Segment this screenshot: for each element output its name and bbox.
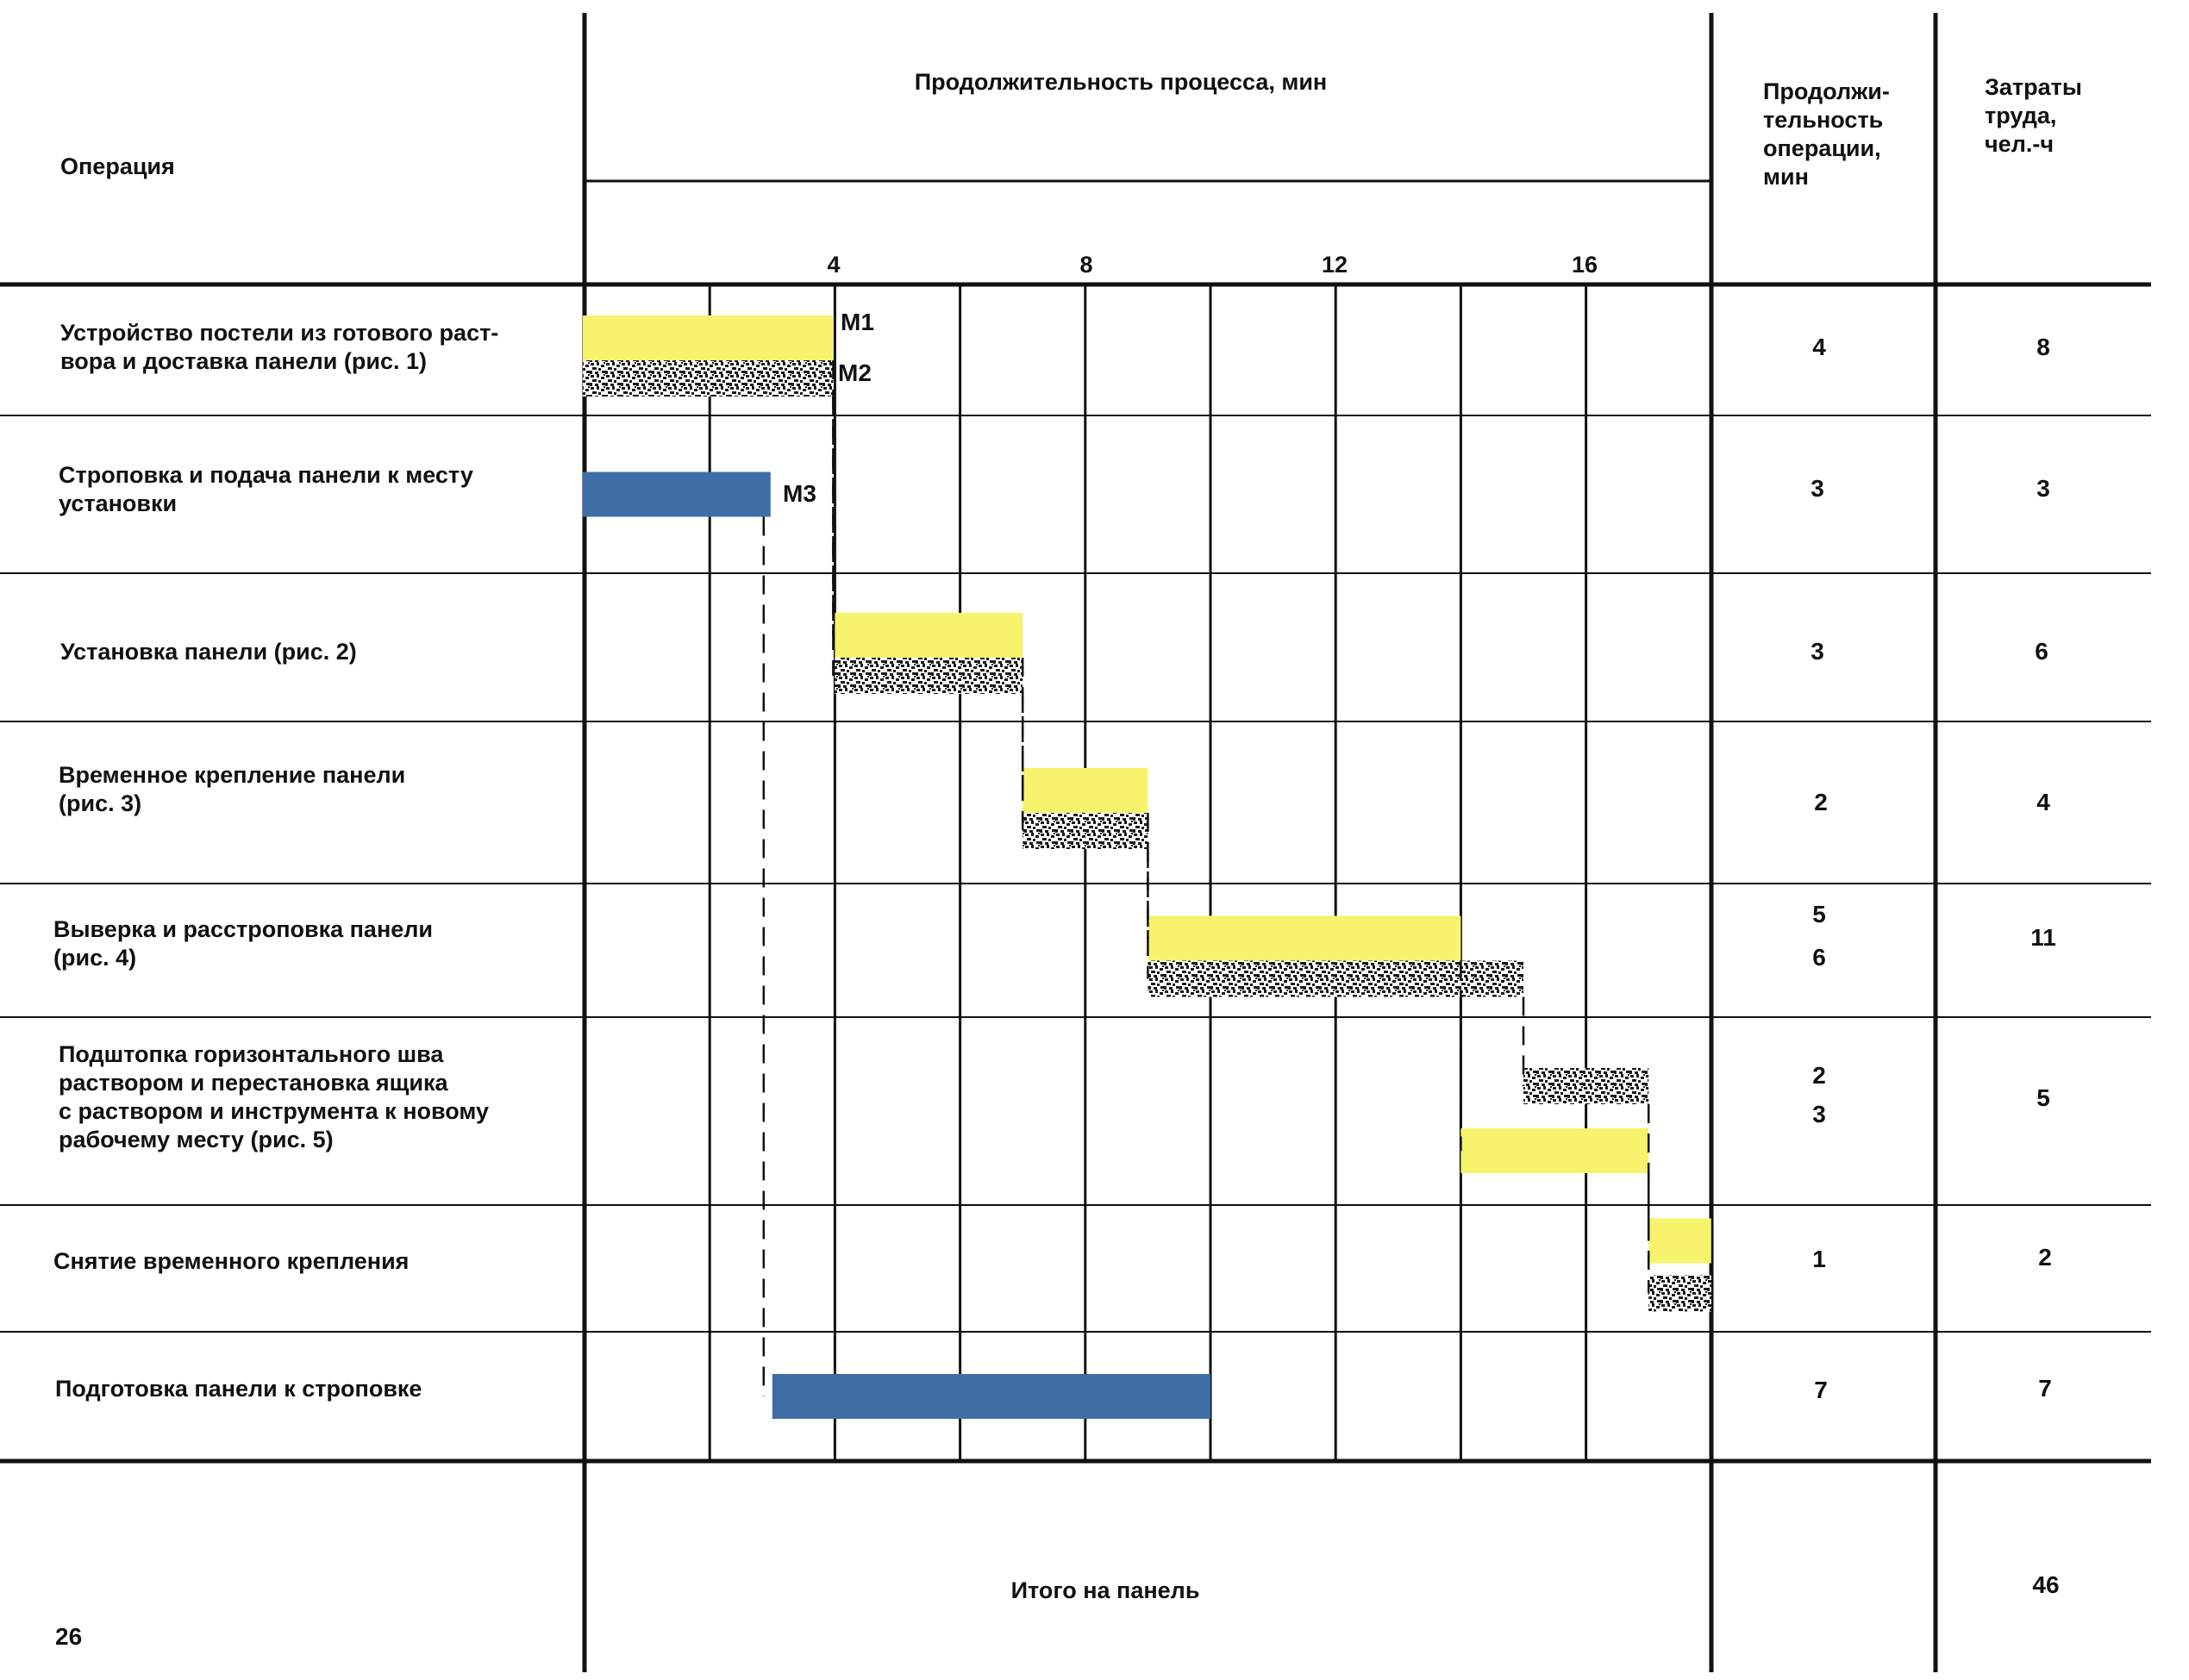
svg-text:Подштопка горизонтального шва: Подштопка горизонтального шва: [59, 1041, 444, 1067]
gantt-bar-m2: [583, 360, 833, 397]
row-operation-2: [59, 462, 2050, 516]
svg-text:чел.-ч: чел.-ч: [1985, 131, 2055, 157]
svg-text:Подготовка панели к строповке: Подготовка панели к строповке: [55, 1376, 422, 1402]
total-labor: 46: [2032, 1571, 2060, 1598]
labor-cost: 11: [2030, 924, 2056, 951]
op-duration: 3: [1812, 1101, 1826, 1127]
svg-text:Устройство постели из готового: Устройство постели из готового раст-: [60, 320, 499, 346]
svg-text:Строповка и подача панели к ме: Строповка и подача панели к месту: [59, 462, 473, 488]
bar-label-m3: М3: [783, 480, 816, 507]
svg-text:Временное крепление панели: Временное крепление панели: [59, 762, 406, 788]
tick-label: 16: [1571, 252, 1598, 278]
svg-text:с раствором и инструмента к но: с раствором и инструмента к новому: [59, 1098, 490, 1124]
labor-cost: 6: [2035, 638, 2048, 665]
bar-label-m2: М2: [838, 359, 872, 386]
row-operation-6: [59, 1041, 2050, 1152]
svg-text:операции,: операции,: [1763, 135, 1881, 161]
gantt-bars: [583, 315, 1711, 1419]
svg-text:(рис. 4): (рис. 4): [53, 945, 137, 971]
svg-text:мин: мин: [1763, 164, 1809, 190]
labor-cost: 4: [2036, 789, 2050, 815]
svg-text:тельность: тельность: [1763, 107, 1884, 133]
gantt-bar-m1: [1148, 916, 1460, 961]
page-number: 26: [55, 1623, 83, 1650]
op-duration: 6: [1812, 944, 1826, 971]
header-operation: Операция: [60, 153, 175, 179]
svg-text:вора и доставка панели (рис.: вора и доставка панели (рис. 1): [60, 348, 428, 374]
gantt-bar-m1: [1648, 1219, 1711, 1264]
row-operation-7: [53, 1244, 2052, 1274]
op-duration: 5: [1812, 901, 1826, 927]
header-op-duration: [1763, 78, 1890, 190]
labor-cost: 7: [2038, 1375, 2052, 1402]
tick-label: 4: [827, 252, 841, 278]
axis-ticks: [827, 252, 1598, 278]
header-process-duration: Продолжительность процесса, мин: [914, 69, 1328, 95]
gantt-bar-m1: [1460, 1128, 1648, 1173]
op-duration: 2: [1812, 1062, 1826, 1089]
svg-text:раствором и перестановка ящика: раствором и перестановка ящика: [59, 1070, 448, 1096]
row-operation-5: [53, 901, 2056, 971]
tick-label: 8: [1079, 252, 1093, 278]
tick-label: 12: [1321, 252, 1348, 278]
gantt-bar-m2: [1648, 1276, 1711, 1312]
svg-text:Выверка и расстроповка панели: Выверка и расстроповка панели: [53, 916, 434, 942]
svg-text:Установка панели (рис. 2): Установка панели (рис. 2): [60, 639, 357, 665]
labor-cost: 2: [2038, 1244, 2052, 1271]
svg-text:(рис. 3): (рис. 3): [59, 790, 142, 816]
svg-text:Продолжи-: Продолжи-: [1763, 78, 1890, 104]
op-duration: 4: [1812, 334, 1826, 360]
op-duration: 3: [1811, 475, 1824, 502]
gantt-bar-m2: [1023, 813, 1148, 849]
gantt-bar-m1: [1023, 768, 1148, 813]
gantt-bar-m2: [1523, 1068, 1648, 1104]
svg-text:труда,: труда,: [1985, 103, 2057, 128]
svg-text:рабочему месту (рис. 5): рабочему месту (рис. 5): [59, 1127, 334, 1152]
gantt-bar-m3: [772, 1374, 1210, 1419]
bar-label-m1: М1: [841, 309, 874, 335]
svg-text:Затраты: Затраты: [1985, 74, 2082, 100]
op-duration: 2: [1814, 789, 1828, 815]
op-duration: 1: [1812, 1246, 1826, 1272]
gantt-bar-m1: [835, 613, 1023, 658]
gantt-bar-m2: [1148, 961, 1523, 997]
total-label: Итого на панель: [1010, 1577, 1200, 1603]
gantt-bar-m2: [835, 658, 1023, 694]
header-labor: [1985, 74, 2082, 157]
gantt-bar-m1: [583, 315, 833, 360]
svg-text:Снятие временного крепления: Снятие временного крепления: [53, 1248, 410, 1274]
op-duration: 7: [1814, 1377, 1828, 1403]
gantt-bar-m3: [583, 472, 771, 517]
svg-text:установки: установки: [59, 490, 178, 516]
labor-cost: 3: [2036, 475, 2050, 502]
op-duration: 3: [1811, 638, 1824, 665]
labor-cost: 5: [2036, 1084, 2050, 1111]
row-operation-1: [60, 320, 2050, 374]
row-operation-3: [60, 638, 2048, 665]
labor-cost: 8: [2036, 334, 2050, 360]
